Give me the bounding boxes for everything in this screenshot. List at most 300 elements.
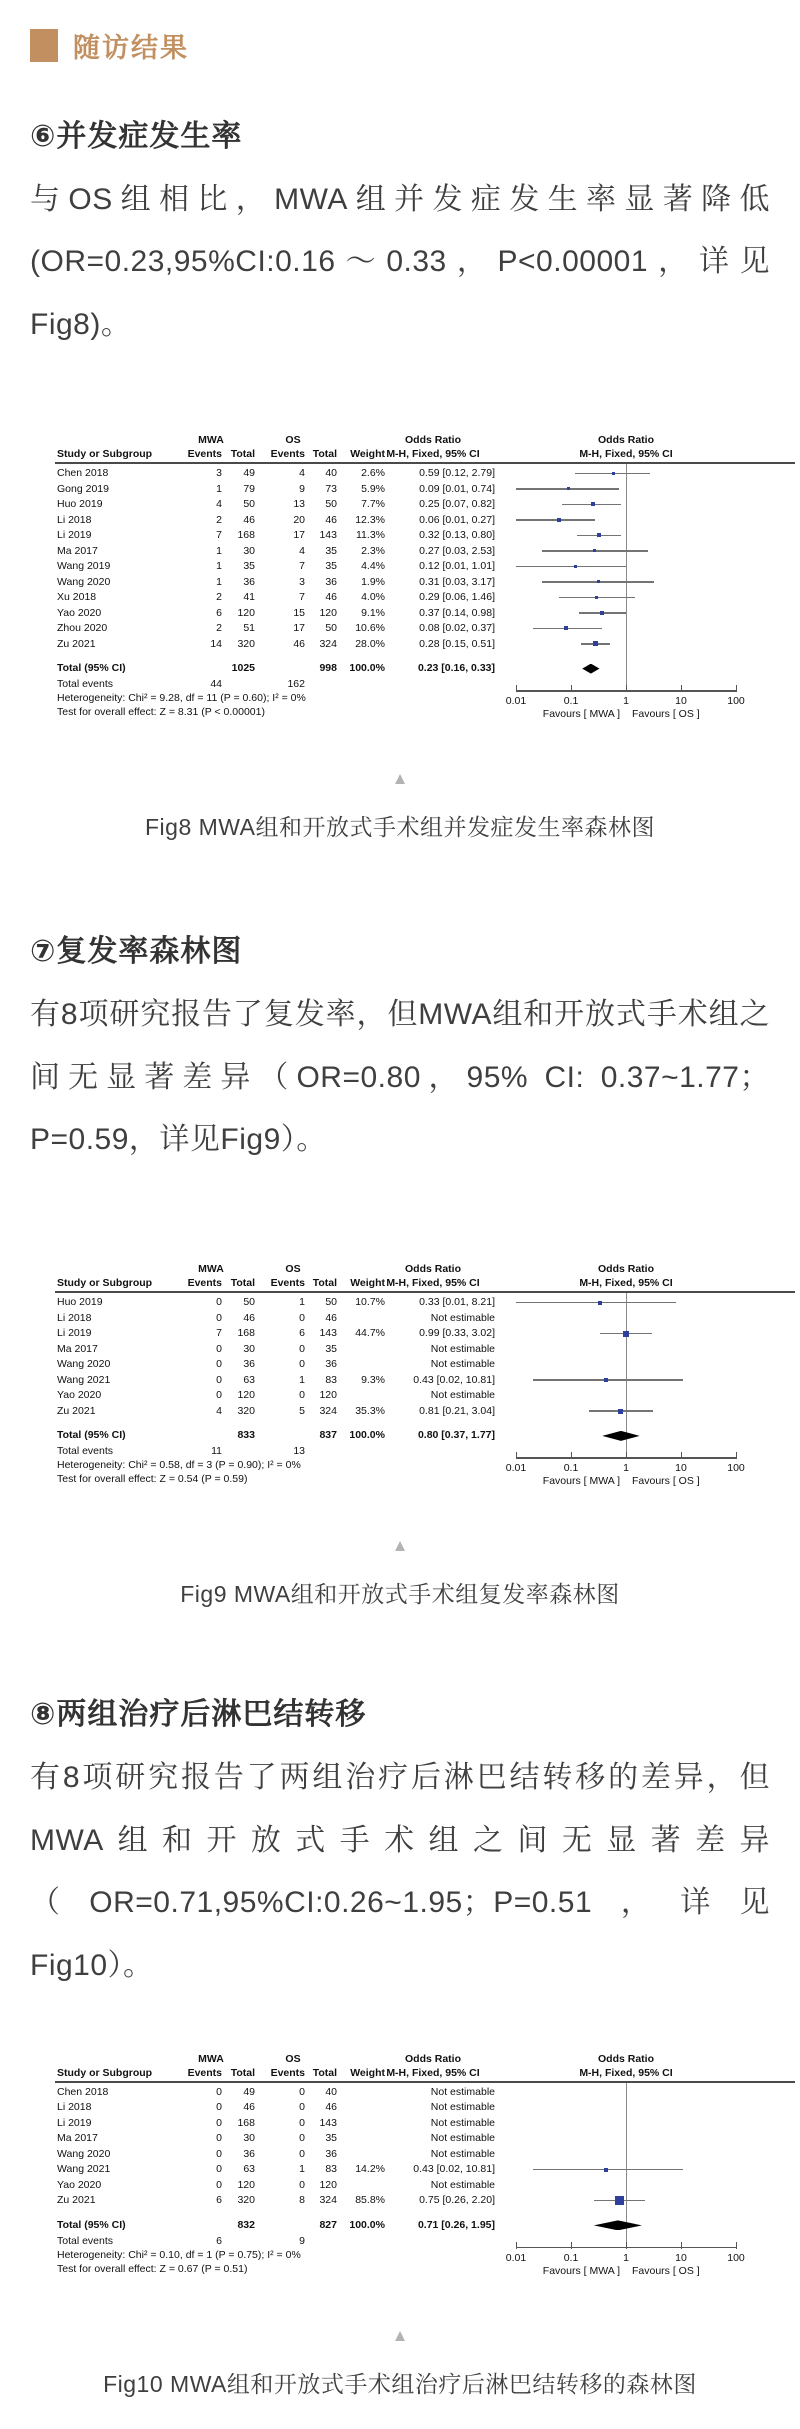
- row-events-2: 4: [299, 467, 305, 480]
- effect-square: [574, 565, 577, 568]
- row-ci-text: Not estimable: [430, 1311, 495, 1324]
- row-events-2: 0: [299, 2085, 305, 2098]
- row-events-2: 1: [299, 1373, 305, 1386]
- axis-center-line: [626, 464, 627, 691]
- effect-square: [597, 580, 600, 583]
- section-title: 随访结果: [73, 33, 189, 63]
- axis-tick: [516, 1452, 517, 1459]
- row-total-2: 40: [325, 2085, 337, 2098]
- row-ci-text: Not estimable: [430, 2178, 495, 2191]
- row-ci-text: 0.27 [0.03, 2.53]: [419, 544, 495, 557]
- row-total-2: 40: [325, 467, 337, 480]
- row-events-2: 1: [299, 1296, 305, 1309]
- row-total-2: 50: [325, 1296, 337, 1309]
- row-study-label: Ma 2017: [57, 2132, 98, 2145]
- effect-square: [557, 518, 561, 522]
- row-total-1: 36: [243, 1358, 255, 1371]
- axis-tick-label: 0.01: [505, 695, 527, 708]
- row-total-1: 168: [237, 1327, 255, 1340]
- row-study-label: Yao 2020: [57, 1389, 102, 1402]
- row-events-1: 3: [216, 467, 222, 480]
- row-total-1: 320: [237, 1404, 255, 1417]
- row-events-2: 7: [299, 591, 305, 604]
- heterogeneity-text: Heterogeneity: Chi² = 0.58, df = 3 (P = 0.90); I² = 0%: [57, 1459, 301, 1472]
- col-header-total-1: Total: [230, 1277, 255, 1290]
- row-ci-text: Not estimable: [430, 2147, 495, 2160]
- col-header-weight: Weight: [350, 448, 385, 461]
- effect-square: [567, 487, 570, 490]
- section-lymph-node-metastasis: [30, 1689, 770, 2399]
- group1-header: MWA: [198, 2052, 224, 2065]
- row-total-2: 143: [319, 2116, 337, 2129]
- favours-left-label: Favours [ MWA ]: [542, 2264, 620, 2277]
- row-total-2: 46: [325, 1311, 337, 1324]
- row-total-1: 320: [237, 637, 255, 650]
- subsection-heading-recurrence: ⑦复发率森林图: [30, 935, 243, 969]
- row-total-1: 30: [243, 544, 255, 557]
- row-events-1: 0: [216, 2101, 222, 2114]
- subsection-heading-lymph: ⑧两组治疗后淋巴结转移: [30, 1698, 367, 1732]
- total-n1: 832: [237, 2218, 255, 2231]
- heterogeneity-text: Heterogeneity: Chi² = 0.10, df = 1 (P = 0.75); I² = 0%: [57, 2248, 301, 2261]
- row-weight: 14.2%: [355, 2163, 385, 2176]
- row-study-label: Chen 2018: [57, 467, 109, 480]
- row-events-1: 0: [216, 1311, 222, 1324]
- total-events-1: 6: [216, 2234, 222, 2247]
- row-study-label: Huo 2019: [57, 1296, 103, 1309]
- row-study-label: Yao 2020: [57, 2178, 102, 2191]
- row-total-1: 36: [243, 2147, 255, 2160]
- total-ci-text: 0.23 [0.16, 0.33]: [417, 662, 495, 675]
- row-total-2: 120: [319, 1389, 337, 1402]
- row-events-2: 4: [299, 544, 305, 557]
- row-study-label: Zu 2021: [57, 2194, 96, 2207]
- axis-tick-label: 0.1: [563, 695, 579, 708]
- row-ci-text: Not estimable: [430, 1342, 495, 1355]
- forest-plot-fig8: [55, 434, 795, 726]
- heterogeneity-text: Heterogeneity: Chi² = 9.28, df = 11 (P = 0.60); I² = 0%: [57, 692, 306, 705]
- row-ci-text: 0.31 [0.03, 3.17]: [419, 575, 495, 588]
- axis-tick: [681, 2242, 682, 2249]
- row-weight: 85.8%: [355, 2194, 385, 2207]
- row-study-label: Zu 2021: [57, 1404, 96, 1417]
- col-header-events-2: Events: [270, 2066, 305, 2079]
- group1-header: MWA: [198, 1263, 224, 1276]
- row-total-2: 83: [325, 1373, 337, 1386]
- row-study-label: Li 2018: [57, 513, 92, 526]
- section-header: [30, 26, 770, 65]
- row-ci-text: 0.99 [0.33, 3.02]: [419, 1327, 495, 1340]
- col-header-ci-text: M-H, Fixed, 95% CI: [386, 1277, 480, 1290]
- favours-right-label: Favours [ OS ]: [632, 1475, 700, 1488]
- row-total-1: 49: [243, 467, 255, 480]
- effect-square: [593, 549, 596, 552]
- axis-tick: [736, 685, 737, 692]
- row-study-label: Li 2019: [57, 1327, 92, 1340]
- col-header-total-2: Total: [312, 448, 337, 461]
- row-events-2: 0: [299, 2101, 305, 2114]
- row-total-2: 50: [325, 498, 337, 511]
- col-header-total-1: Total: [230, 448, 255, 461]
- col-header-study: Study or Subgroup: [57, 448, 153, 461]
- row-ci-text: Not estimable: [430, 2101, 495, 2114]
- row-events-1: 4: [216, 1404, 222, 1417]
- row-total-2: 35: [325, 1342, 337, 1355]
- row-total-1: 30: [243, 1342, 255, 1355]
- row-events-2: 8: [299, 2194, 305, 2207]
- axis-tick: [626, 685, 627, 692]
- row-total-1: 41: [243, 591, 255, 604]
- row-events-2: 7: [299, 560, 305, 573]
- col-header-ci-text: M-H, Fixed, 95% CI: [386, 2066, 480, 2079]
- row-events-1: 0: [216, 2178, 222, 2191]
- row-ci-text: Not estimable: [430, 2116, 495, 2129]
- row-weight: 7.7%: [361, 498, 385, 511]
- axis-tick-label: 10: [675, 1462, 687, 1475]
- col-header-events-2: Events: [270, 1277, 305, 1290]
- total-n1: 1025: [231, 662, 255, 675]
- axis-tick-label: 1: [623, 695, 629, 708]
- row-total-1: 63: [243, 1373, 255, 1386]
- row-ci-text: 0.32 [0.13, 0.80]: [419, 529, 495, 542]
- row-events-1: 0: [216, 1342, 222, 1355]
- total-events-label: Total events: [57, 2234, 114, 2247]
- row-study-label: Wang 2019: [57, 560, 111, 573]
- row-events-1: 0: [216, 1373, 222, 1386]
- row-weight: 35.3%: [355, 1404, 385, 1417]
- row-events-2: 0: [299, 2147, 305, 2160]
- total-events-1: 11: [211, 1445, 222, 1458]
- effect-square: [597, 533, 601, 537]
- col-header-total-2: Total: [312, 1277, 337, 1290]
- row-total-1: 35: [243, 560, 255, 573]
- axis-tick: [516, 685, 517, 692]
- row-weight: 28.0%: [355, 637, 385, 650]
- axis-tick: [571, 685, 572, 692]
- row-events-2: 0: [299, 2178, 305, 2191]
- total-events-2: 9: [299, 2234, 305, 2247]
- col-header-total-1: Total: [230, 2066, 255, 2079]
- total-events-1: 44: [210, 678, 222, 691]
- total-diamond: [582, 664, 599, 674]
- row-ci-text: Not estimable: [430, 1358, 495, 1371]
- row-events-1: 1: [216, 544, 222, 557]
- row-weight: 44.7%: [355, 1327, 385, 1340]
- row-ci-text: 0.43 [0.02, 10.81]: [413, 1373, 495, 1386]
- effect-square: [623, 1331, 629, 1337]
- row-study-label: Wang 2020: [57, 1358, 111, 1371]
- row-events-2: 1: [299, 2163, 305, 2176]
- row-study-label: Wang 2020: [57, 575, 111, 588]
- row-total-2: 324: [319, 637, 337, 650]
- row-events-1: 0: [216, 1358, 222, 1371]
- total-diamond: [594, 2220, 642, 2230]
- row-study-label: Zhou 2020: [57, 622, 108, 635]
- row-total-2: 46: [325, 591, 337, 604]
- effect-square: [593, 641, 598, 646]
- effect-header-text-col: Odds Ratio: [404, 1263, 461, 1276]
- row-events-2: 46: [293, 637, 305, 650]
- axis-tick: [571, 2242, 572, 2249]
- row-events-1: 6: [216, 606, 222, 619]
- row-weight: 10.7%: [355, 1296, 385, 1309]
- group2-header: OS: [285, 434, 301, 447]
- row-events-2: 0: [299, 1358, 305, 1371]
- subsection-heading-complication: ⑥并发症发生率: [30, 120, 243, 153]
- overall-effect-text: Test for overall effect: Z = 0.67 (P = 0.51): [57, 2262, 248, 2275]
- row-total-1: 50: [243, 498, 255, 511]
- total-events-label: Total events: [57, 678, 114, 691]
- row-events-2: 3: [299, 575, 305, 588]
- header-rule: [55, 1291, 795, 1293]
- effect-square: [604, 1378, 608, 1382]
- row-ci-text: 0.06 [0.01, 0.27]: [419, 513, 495, 526]
- row-events-2: 6: [299, 1327, 305, 1340]
- effect-square: [595, 596, 598, 599]
- row-total-1: 168: [237, 529, 255, 542]
- header-rule: [55, 2081, 795, 2083]
- section-complication-rate: [30, 111, 770, 842]
- effect-header-plot-col: Odds Ratio: [597, 434, 654, 447]
- row-weight: 11.3%: [356, 529, 385, 542]
- row-weight: 9.1%: [361, 606, 385, 619]
- row-total-1: 30: [243, 2132, 255, 2145]
- row-events-1: 7: [216, 1327, 222, 1340]
- row-study-label: Wang 2021: [57, 2163, 111, 2176]
- effect-header-text-col: Odds Ratio: [404, 434, 461, 447]
- favours-left-label: Favours [ MWA ]: [542, 1475, 620, 1488]
- row-events-1: 0: [216, 2116, 222, 2129]
- total-label: Total (95% CI): [57, 662, 126, 675]
- collapse-triangle-icon: ▲: [391, 1536, 409, 1556]
- row-events-1: 1: [216, 560, 222, 573]
- col-header-ci-plot: M-H, Fixed, 95% CI: [579, 2066, 673, 2079]
- effect-square: [600, 611, 604, 615]
- row-total-1: 36: [243, 575, 255, 588]
- row-total-1: 79: [243, 482, 255, 495]
- forest-plot-fig9: [55, 1263, 795, 1493]
- row-events-2: 0: [299, 2132, 305, 2145]
- row-total-2: 324: [319, 2194, 337, 2207]
- row-events-1: 2: [216, 622, 222, 635]
- row-total-2: 36: [325, 575, 337, 588]
- row-ci-text: 0.81 [0.21, 3.04]: [419, 1404, 495, 1417]
- row-ci-text: Not estimable: [430, 2132, 495, 2145]
- row-events-1: 0: [216, 1389, 222, 1402]
- row-total-2: 46: [325, 2101, 337, 2114]
- effect-square: [564, 626, 568, 630]
- row-total-1: 50: [243, 1296, 255, 1309]
- row-events-2: 0: [299, 2116, 305, 2129]
- row-total-1: 63: [243, 2163, 255, 2176]
- row-events-2: 0: [299, 1389, 305, 1402]
- col-header-events-2: Events: [270, 448, 305, 461]
- group2-header: OS: [285, 1263, 301, 1276]
- row-ci-text: 0.59 [0.12, 2.79]: [419, 467, 495, 480]
- row-total-1: 46: [243, 2101, 255, 2114]
- axis-tick-label: 100: [727, 1462, 745, 1475]
- row-events-1: 4: [216, 498, 222, 511]
- row-study-label: Li 2019: [57, 2116, 92, 2129]
- row-total-2: 143: [319, 1327, 337, 1340]
- ci-line: [516, 566, 626, 568]
- col-header-ci-plot: M-H, Fixed, 95% CI: [579, 1277, 673, 1290]
- axis-tick-label: 10: [675, 695, 687, 708]
- row-events-2: 17: [293, 622, 305, 635]
- row-weight: 5.9%: [361, 482, 385, 495]
- effect-square: [618, 1409, 623, 1414]
- row-events-2: 17: [293, 529, 305, 542]
- forest-plot-fig10: [55, 2053, 795, 2283]
- row-ci-text: 0.08 [0.02, 0.37]: [419, 622, 495, 635]
- total-label: Total (95% CI): [57, 1429, 126, 1442]
- total-events-label: Total events: [57, 1445, 114, 1458]
- total-events-2: 13: [293, 1445, 305, 1458]
- row-ci-text: 0.12 [0.01, 1.01]: [419, 560, 495, 573]
- row-events-1: 0: [216, 1296, 222, 1309]
- axis-tick-label: 1: [623, 1462, 629, 1475]
- axis-tick: [626, 2242, 627, 2249]
- col-header-study: Study or Subgroup: [57, 1277, 153, 1290]
- row-events-1: 6: [216, 2194, 222, 2207]
- total-diamond: [602, 1431, 639, 1441]
- row-study-label: Yao 2020: [57, 606, 102, 619]
- row-events-2: 15: [293, 606, 305, 619]
- row-study-label: Li 2018: [57, 2101, 92, 2114]
- col-header-events-1: Events: [187, 2066, 222, 2079]
- row-events-1: 1: [216, 482, 222, 495]
- row-study-label: Chen 2018: [57, 2085, 109, 2098]
- row-weight: 9.3%: [361, 1373, 385, 1386]
- row-total-2: 35: [325, 544, 337, 557]
- axis-tick-label: 0.01: [505, 2251, 527, 2264]
- row-total-2: 120: [319, 2178, 337, 2191]
- axis-tick: [571, 1452, 572, 1459]
- row-study-label: Li 2019: [57, 529, 92, 542]
- row-weight: 1.9%: [361, 575, 385, 588]
- axis-tick: [626, 1452, 627, 1459]
- figure-caption-fig10: Fig10 MWA组和开放式手术组治疗后淋巴结转移的森林图: [103, 2370, 697, 2397]
- ci-line: [516, 1302, 676, 1304]
- row-events-1: 0: [216, 2132, 222, 2145]
- row-total-1: 120: [237, 606, 255, 619]
- row-ci-text: 0.09 [0.01, 0.74]: [419, 482, 495, 495]
- effect-header-plot-col: Odds Ratio: [597, 1263, 654, 1276]
- row-total-1: 120: [237, 2178, 255, 2191]
- row-study-label: Li 2018: [57, 1311, 92, 1324]
- row-total-2: 36: [325, 1358, 337, 1371]
- axis-tick-label: 1: [623, 2251, 629, 2264]
- axis-tick-label: 100: [727, 695, 745, 708]
- axis-tick-label: 100: [727, 2251, 745, 2264]
- total-weight: 100.0%: [349, 662, 385, 675]
- axis-tick: [736, 1452, 737, 1459]
- row-total-1: 168: [237, 2116, 255, 2129]
- row-ci-text: Not estimable: [430, 2085, 495, 2098]
- axis-tick-label: 0.01: [505, 1462, 527, 1475]
- total-events-2: 162: [287, 678, 305, 691]
- axis-tick-label: 10: [675, 2251, 687, 2264]
- row-ci-text: 0.25 [0.07, 0.82]: [419, 498, 495, 511]
- row-total-2: 36: [325, 2147, 337, 2160]
- header-rule: [55, 462, 795, 464]
- col-header-total-2: Total: [312, 2066, 337, 2079]
- section-marker-square-icon: [30, 29, 58, 62]
- row-events-2: 20: [293, 513, 305, 526]
- row-weight: 4.4%: [361, 560, 385, 573]
- row-study-label: Ma 2017: [57, 1342, 98, 1355]
- row-study-label: Ma 2017: [57, 544, 98, 557]
- effect-header-text-col: Odds Ratio: [404, 2052, 461, 2065]
- row-total-2: 83: [325, 2163, 337, 2176]
- row-ci-text: 0.37 [0.14, 0.98]: [419, 606, 495, 619]
- row-events-2: 9: [299, 482, 305, 495]
- row-total-1: 51: [243, 622, 255, 635]
- axis-tick-label: 0.1: [563, 2251, 579, 2264]
- row-weight: 12.3%: [355, 513, 385, 526]
- row-study-label: Wang 2020: [57, 2147, 111, 2160]
- total-ci-text: 0.71 [0.26, 1.95]: [417, 2218, 495, 2231]
- row-events-1: 14: [210, 637, 222, 650]
- row-ci-text: Not estimable: [430, 1389, 495, 1402]
- figure-caption-fig8: Fig8 MWA组和开放式手术组并发症发生率森林图: [145, 814, 655, 841]
- total-n2: 998: [319, 662, 337, 675]
- row-events-2: 13: [293, 498, 305, 511]
- row-weight: 2.3%: [361, 544, 385, 557]
- effect-square: [591, 502, 595, 506]
- row-total-2: 35: [325, 2132, 337, 2145]
- row-total-2: 324: [319, 1404, 337, 1417]
- col-header-ci-text: M-H, Fixed, 95% CI: [386, 448, 480, 461]
- axis-tick: [516, 2242, 517, 2249]
- axis-tick: [681, 685, 682, 692]
- ci-line: [516, 519, 595, 521]
- effect-square: [612, 472, 615, 475]
- row-total-2: 46: [325, 513, 337, 526]
- collapse-triangle-icon: ▲: [391, 2325, 409, 2345]
- group1-header: MWA: [198, 434, 224, 447]
- collapse-triangle-icon: ▲: [391, 769, 409, 789]
- row-events-2: 0: [299, 1311, 305, 1324]
- row-events-1: 0: [216, 2085, 222, 2098]
- figure-caption-fig9: Fig9 MWA组和开放式手术组复发率森林图: [180, 1581, 620, 1608]
- total-weight: 100.0%: [349, 1429, 385, 1442]
- row-ci-text: 0.43 [0.02, 10.81]: [413, 2163, 495, 2176]
- row-events-1: 2: [216, 513, 222, 526]
- row-total-1: 49: [243, 2085, 255, 2098]
- overall-effect-text: Test for overall effect: Z = 0.54 (P = 0.59): [57, 1473, 248, 1486]
- row-events-1: 7: [216, 529, 222, 542]
- row-study-label: Xu 2018: [57, 591, 97, 604]
- effect-square: [598, 1301, 602, 1305]
- favours-right-label: Favours [ OS ]: [632, 708, 700, 721]
- row-ci-text: 0.75 [0.26, 2.20]: [419, 2194, 495, 2207]
- col-header-events-1: Events: [187, 1277, 222, 1290]
- axis-tick: [681, 1452, 682, 1459]
- body-paragraph-lymph: 有8项研究报告了两组治疗后淋巴结转移的差异，但MWA组和开放式手术组之间无显著差异（OR=0.71,95%CI:0.26~1.95；P=0.51，详见Fig10）。: [30, 1761, 770, 1982]
- row-study-label: Huo 2019: [57, 498, 103, 511]
- row-total-1: 46: [243, 1311, 255, 1324]
- total-n2: 827: [319, 2218, 337, 2231]
- row-total-2: 35: [325, 560, 337, 573]
- total-ci-text: 0.80 [0.37, 1.77]: [417, 1429, 495, 1442]
- row-total-2: 143: [319, 529, 337, 542]
- row-study-label: Zu 2021: [57, 637, 96, 650]
- effect-header-plot-col: Odds Ratio: [597, 2052, 654, 2065]
- row-ci-text: 0.29 [0.06, 1.46]: [419, 591, 495, 604]
- overall-effect-text: Test for overall effect: Z = 8.31 (P < 0.00001): [57, 706, 265, 719]
- row-total-1: 320: [237, 2194, 255, 2207]
